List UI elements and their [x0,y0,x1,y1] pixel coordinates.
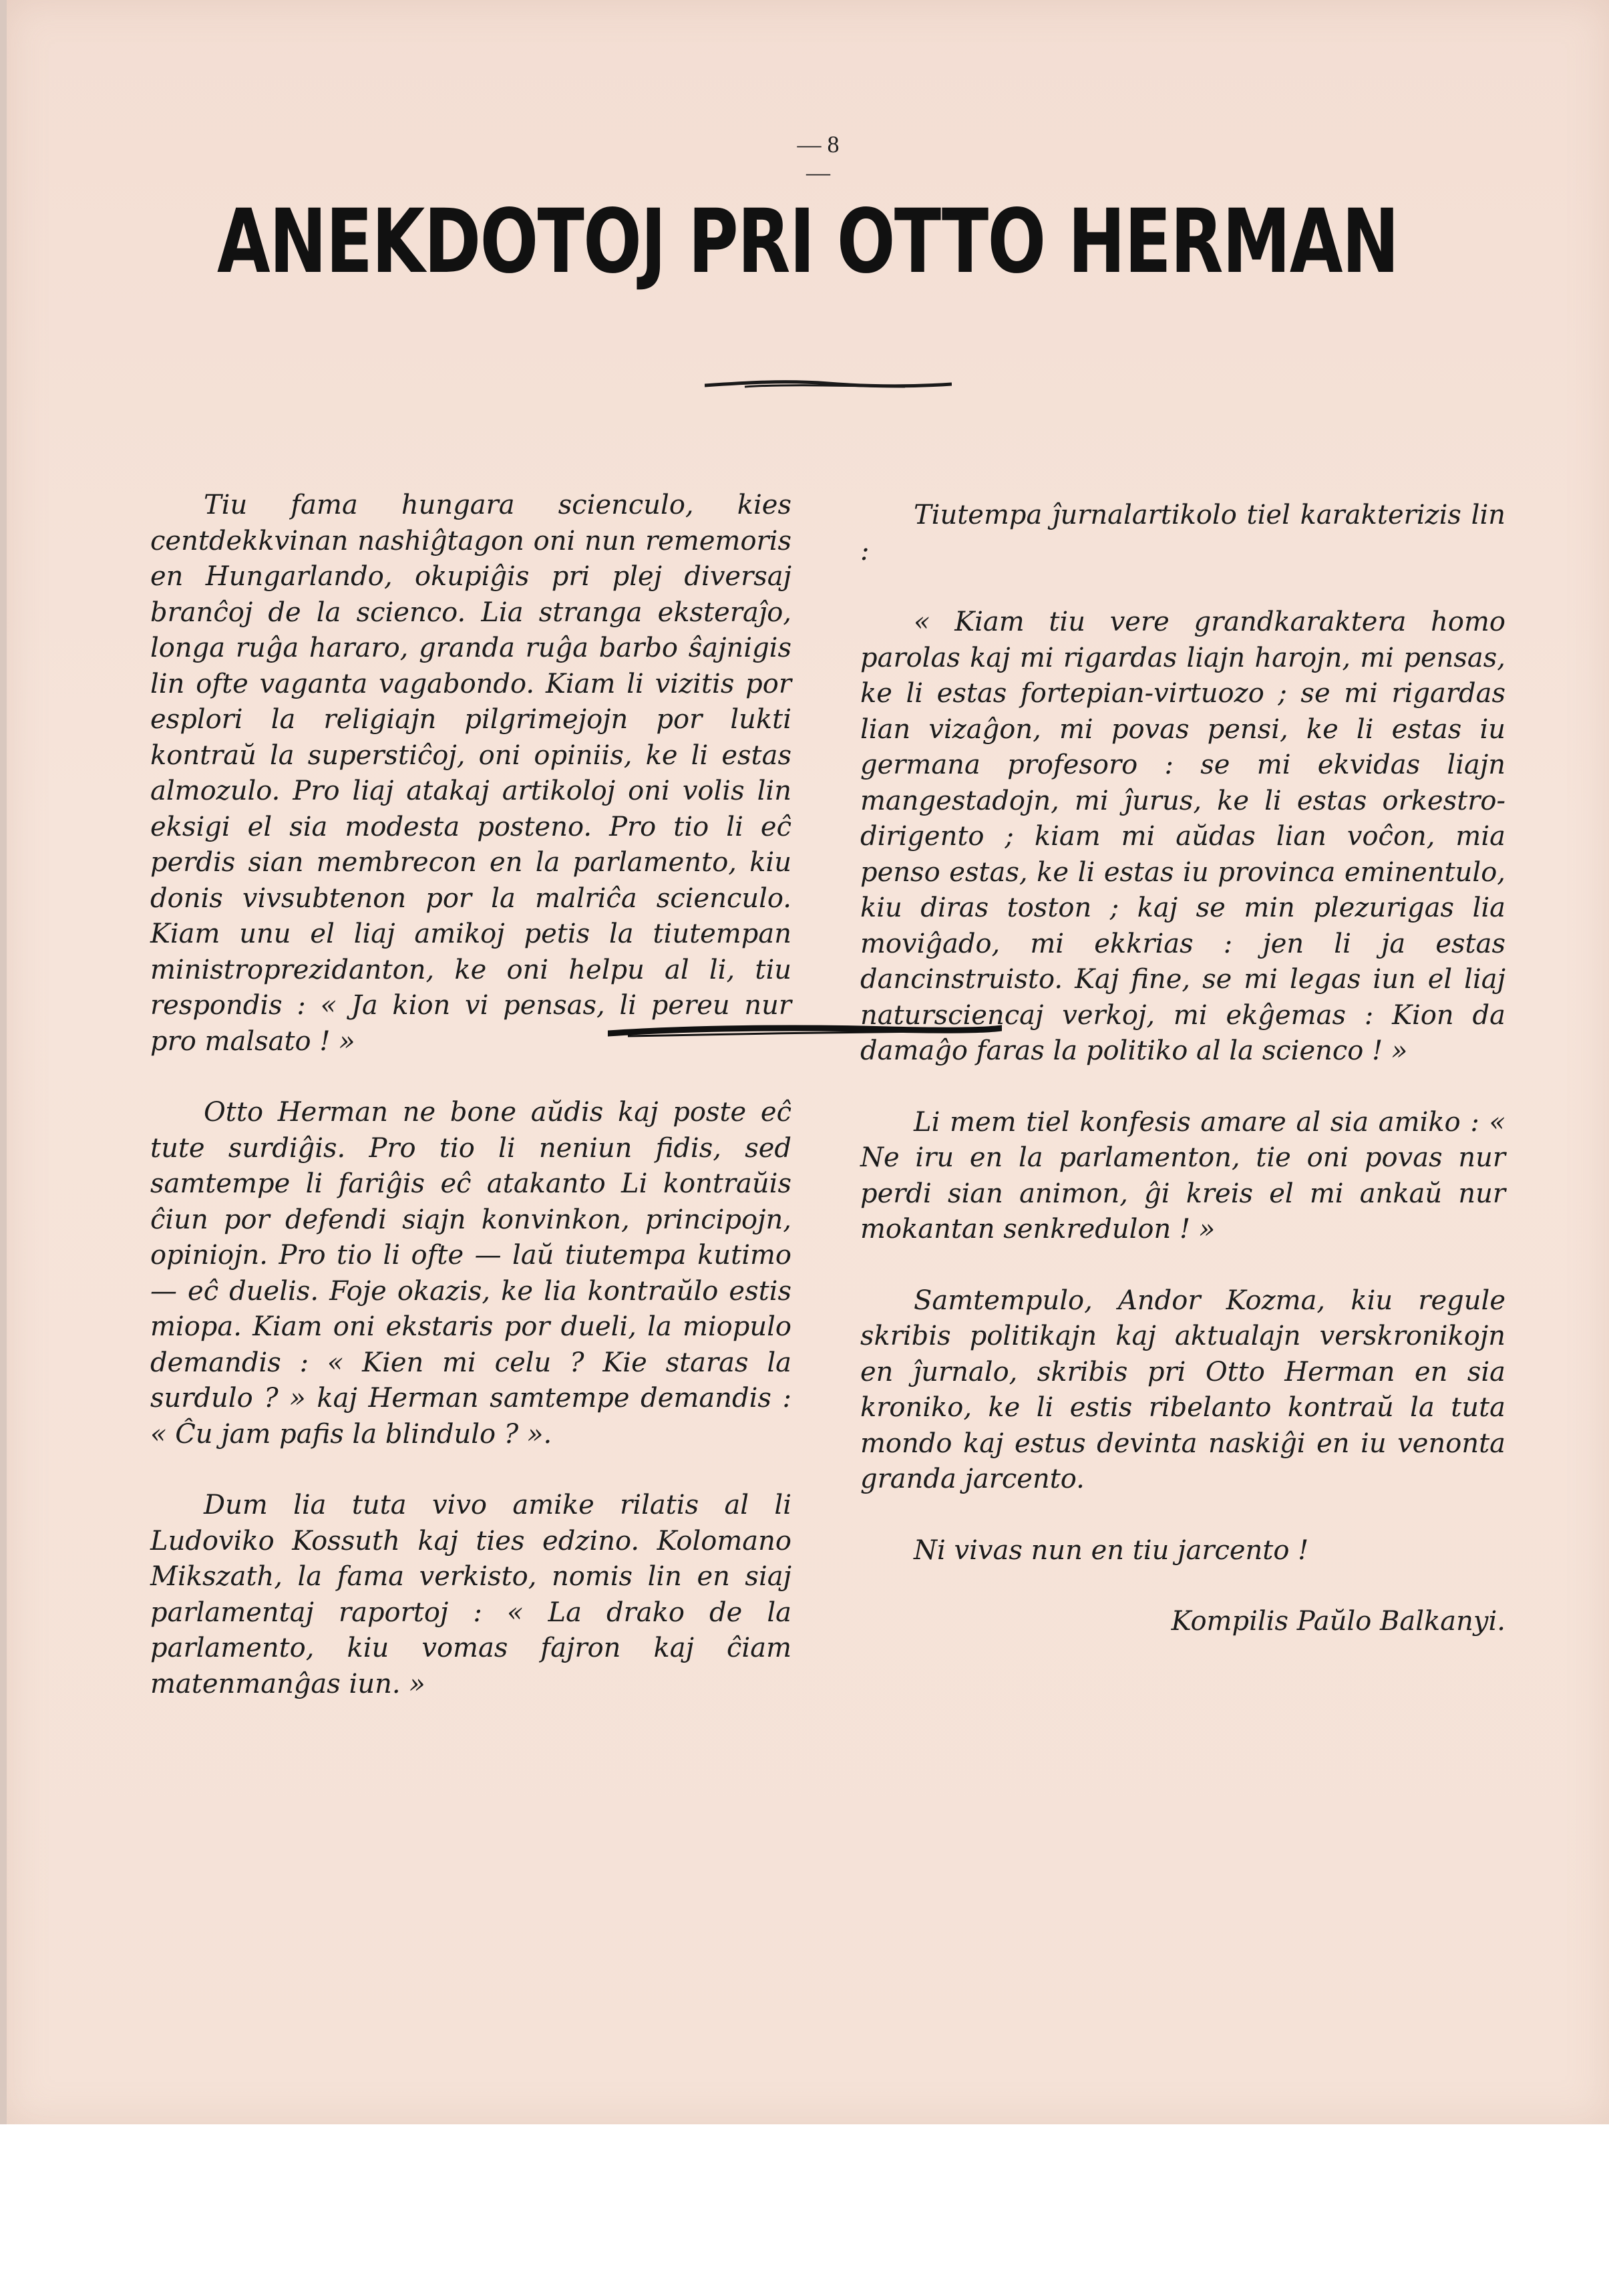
paragraph: Samtempulo, Andor Kozma, kiu regule skribis politikajn kaj aktualajn verskronikojn en ĵurnalo, skribis pri Otto Herman en sia kroniko, ke li estis ribelanto kontraŭ la tuta mondo kaj estus devinta naskiĝi en iu venonta granda jarcento. [860,1285,1505,1494]
article-title: ANEKDOTOJ PRI OTTO HERMAN [217,190,1399,293]
right-column [860,498,1505,1675]
page-edge-shadow [0,0,7,2124]
paragraph: Li mem tiel konfesis amare al sia amiko : « Ne iru en la parlamenton, tie oni povas nur perdi sian animon, ĝi kreis el mi ankaŭ nur mokantan senkredulon ! » [860,1106,1505,1245]
closing-line: Ni vivas nun en tiu jarcento ! [914,1534,1309,1566]
paragraph: Dum lia tuta vivo amike rilatis al li Ludoviko Kossuth kaj ties edzino. Kolomano Mikszath, la fama verkisto, nomis lin en siaj parlamentaj raportoj : « La drako de la parlamento, kiu vomas fajron kaj ĉiam matenmanĝas iun. » [150,1490,791,1699]
paragraph: « Kiam tiu vere grandkaraktera homo parolas kaj mi rigardas liajn harojn, mi pensas, ke li estas fortepian-virtuozo ; se mi rigardas lian vizaĝon, mi povas pensi, ke li estas iu germana profesoro : se mi ekvidas liajn mangestadojn, mi ĵurus, ke li estas orkestro-dirigento ; kiam mi aŭdas lian voĉon, mia penso estas, ke li estas iu provinca eminentulo, kiu diras toston ; kaj se min plezurigas lia moviĝado, mi ekkrias : jen li ja estas dancinstruisto. Kaj fine, se mi legas iun el liaj natursciencaj verkoj, mi ekĝemas : Kion da damaĝo faras la politiko al la scienco ! » [860,607,1505,1066]
bottom-rule-area [7,1019,1609,1059]
left-column [150,488,791,1738]
author-signature: Kompilis Paŭlo Balkanyi. [1171,1606,1505,1637]
end-ornament-rule [608,1019,1002,1045]
paragraph: Tiutempa ĵurnalartikolo tiel karakterizis lin : [860,500,1505,566]
paragraph: Tiu fama hungara scienculo, kies centdekkvinan nashiĝtagon oni nun rememoris en Hungarlando, okupiĝis pri plej diversaj branĉoj de la scienco. Lia stranga eksteraĵo, longa ruĝa hararo, granda ruĝa barbo ŝajnigis lin ofte vaganta vagabondo. Kiam li vizitis por esplori la religiajn pilgrimejojn por lukti kontraŭ la superstiĉoj, oni opiniis, ke li estas almozulo. Pro liaj atakaj artikoloj oni volis lin eksigi el sia modesta posteno. Pro tio li eĉ perdis sian membrecon en la parlamento, kiu donis vivsubtenon por la malriĉa scienculo. Kiam unu el liaj amikoj petis la tiutempan ministroprezidanton, ke oni helpu al li, tiu respondis : « Ja kion vi pensas, li pereu nur pro malsato ! » [150,490,791,1057]
paragraph: Otto Herman ne bone aŭdis kaj poste eĉ tute surdiĝis. Pro tio li neniun fidis, sed samtempe li fariĝis eĉ atakanto Li kontraŭis ĉiun por defendi siajn konvinkon, principojn, opiniojn. Pro tio li ofte — laŭ tiutempa kutimo — eĉ duelis. Foje okazis, ke lia kontraŭlo estis miopa. Kiam oni ekstaris por dueli, la miopulo demandis : « Kien mi celu ? Kie staras la surdulo ? » kaj Herman samtempe demandis : « Ĉu jam pafis la blindulo ? ». [150,1097,791,1450]
title-underline-ornament [705,377,952,392]
paper-sheet [7,0,1609,2124]
page-number: — 8 — [797,131,840,186]
